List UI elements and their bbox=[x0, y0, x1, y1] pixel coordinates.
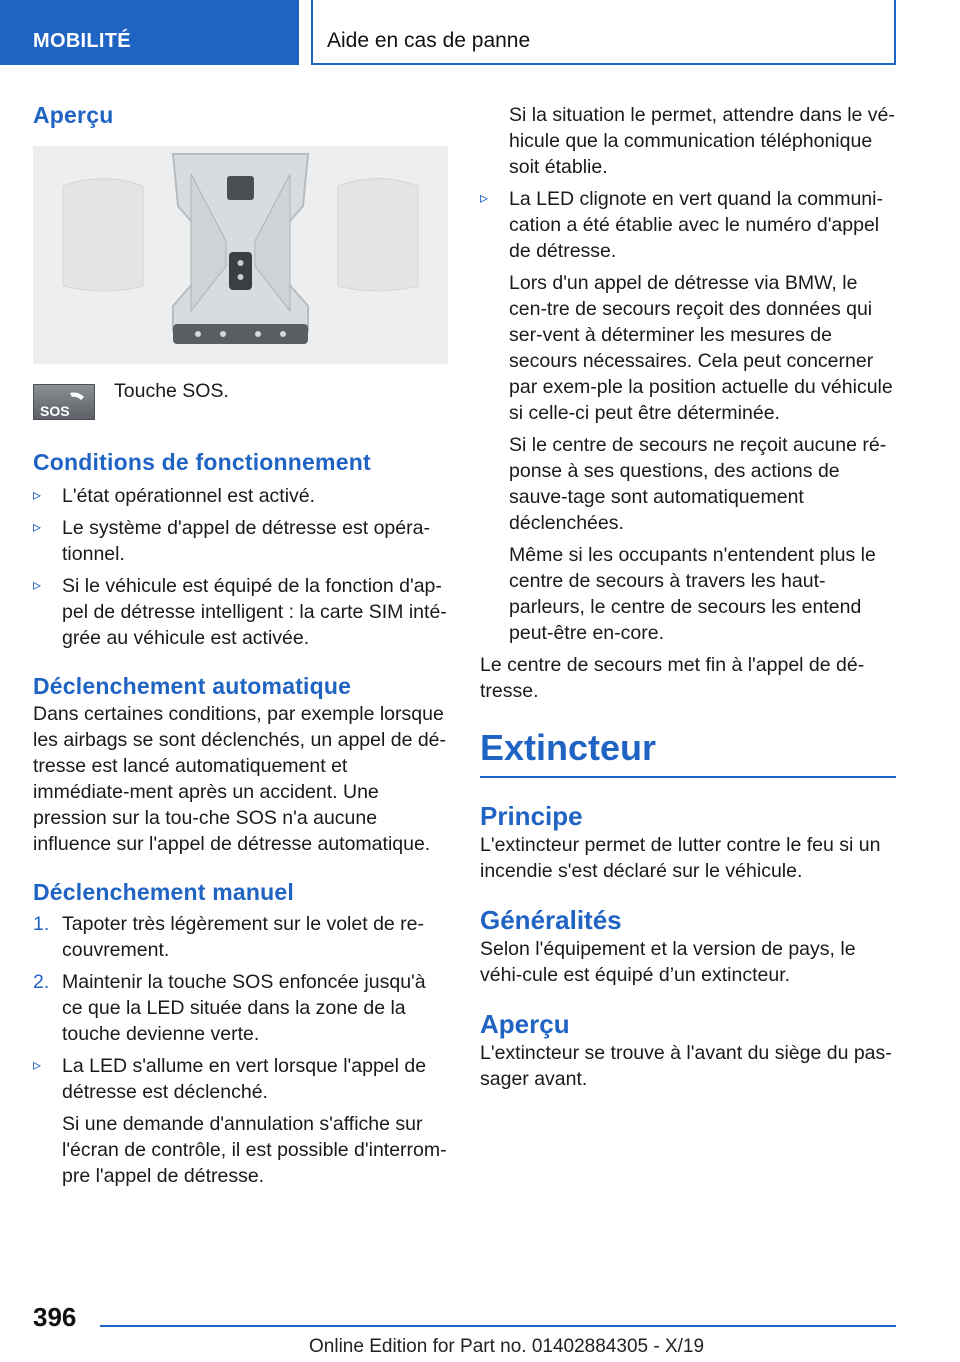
led-sub-paragraph: Si une demande d'annulation s'affiche sur l'écran de contrôle, il est possible d'interrom-pre l'appel de détresse. bbox=[62, 1113, 447, 1187]
sos-caption-row bbox=[33, 378, 448, 420]
sub-paragraph: Même si les occupants n'entendent plus le centre de secours à travers les haut-parleurs, le centre de secours les entend peut-être en-core. bbox=[509, 544, 876, 644]
triangle-bullet-icon: ▹ bbox=[480, 190, 489, 207]
sub-paragraph: Si le centre de secours ne reçoit aucune ré-ponse à ses questions, des actions de sauve-tage sont automatiquement déclenchées. bbox=[509, 434, 887, 534]
chapter-title: Aide en cas de panne bbox=[327, 29, 531, 52]
auto-paragraph: Dans certaines conditions, par exemple lorsque les airbags se sont déclenchés, un appel de dé-tresse est lancé automatiquement et immédiate-ment après un accident. Une pression sur la tou-che SOS n'a aucune influence sur l'appel de détresse automatique. bbox=[33, 703, 447, 855]
left-column bbox=[33, 100, 448, 1189]
chapter-tab bbox=[311, 0, 896, 65]
principe-heading: Principe bbox=[480, 801, 583, 831]
list-item: 1. Tapoter très légèrement sur le volet de re-couvrement. bbox=[33, 913, 425, 961]
list-item: ▹ L'état opérationnel est activé. bbox=[33, 485, 316, 507]
phone-icon bbox=[34, 385, 96, 421]
list-item: ▹ La LED clignote en vert quand la communi-cation a été établie avec le numéro d'appel de détresse. bbox=[480, 188, 883, 262]
sos-console-photo bbox=[33, 146, 448, 364]
sos-icon-label: SOS bbox=[40, 403, 70, 419]
generalites-heading: Généralités bbox=[480, 905, 622, 935]
sos-button-icon bbox=[33, 384, 95, 420]
auto-heading: Déclenchement automatique bbox=[33, 673, 352, 699]
step-number: 2. bbox=[33, 971, 50, 993]
principe-paragraph: L'extincteur permet de lutter contre le feu si un incendie s'est déclaré sur le véhicule. bbox=[480, 834, 881, 882]
list-item: ▹ Le système d'appel de détresse est opéra-tionnel. bbox=[33, 517, 430, 565]
triangle-bullet-icon: ▹ bbox=[33, 577, 42, 594]
page-number: 396 bbox=[33, 1302, 77, 1332]
section-tab bbox=[0, 0, 299, 65]
conditions-list bbox=[33, 483, 448, 651]
manual-steps bbox=[33, 911, 448, 1189]
footer-rule bbox=[100, 1325, 896, 1327]
apercu-extincteur-paragraph: L'extincteur se trouve à l'avant du siège du pas-sager avant. bbox=[480, 1042, 892, 1090]
apercu-heading: Aperçu bbox=[33, 102, 114, 128]
conditions-heading: Conditions de fonctionnement bbox=[33, 449, 371, 475]
manual-heading: Déclenchement manuel bbox=[33, 879, 294, 905]
end-paragraph: Le centre de secours met fin à l'appel de dé-tresse. bbox=[480, 654, 865, 702]
apercu-extincteur-heading: Aperçu bbox=[480, 1009, 570, 1039]
sos-caption: Touche SOS. bbox=[114, 380, 229, 402]
extincteur-heading: Extincteur bbox=[480, 726, 896, 778]
right-column bbox=[480, 102, 896, 1092]
triangle-bullet-icon: ▹ bbox=[33, 487, 42, 504]
continued-paragraph: Si la situation le permet, attendre dans le vé-hicule que la communication téléphonique soit établie. bbox=[509, 104, 895, 178]
overhead-console-illustration bbox=[33, 146, 448, 364]
edition-note: Online Edition for Part no. 01402884305 - X/19 bbox=[309, 1336, 705, 1357]
sub-paragraph: Lors d'un appel de détresse via BMW, le cen-tre de secours reçoit des données qui ser-vent à déterminer les mesures de secours nécessaires. Cela peut concerner par exem-ple la position actuelle du véhicule si celle-ci peut être déterminée. bbox=[509, 272, 893, 424]
list-item: ▹ Si le véhicule est équipé de la fonction d'ap-pel de détresse intelligent : la carte SIM inté-grée au véhicule est activée. bbox=[33, 575, 447, 649]
triangle-bullet-icon: ▹ bbox=[33, 1057, 42, 1074]
list-item: 2. Maintenir la touche SOS enfoncée jusqu'à ce que la LED située dans la zone de la touche devienne verte. bbox=[33, 971, 426, 1045]
step-number: 1. bbox=[33, 913, 50, 935]
generalites-paragraph: Selon l'équipement et la version de pays, le véhi-cule est équipé d’un extincteur. bbox=[480, 938, 856, 986]
section-title: MOBILITÉ bbox=[33, 30, 131, 52]
list-item: ▹ La LED s'allume en vert lorsque l'appel de détresse est déclenché. bbox=[33, 1055, 427, 1103]
triangle-bullet-icon: ▹ bbox=[33, 519, 42, 536]
